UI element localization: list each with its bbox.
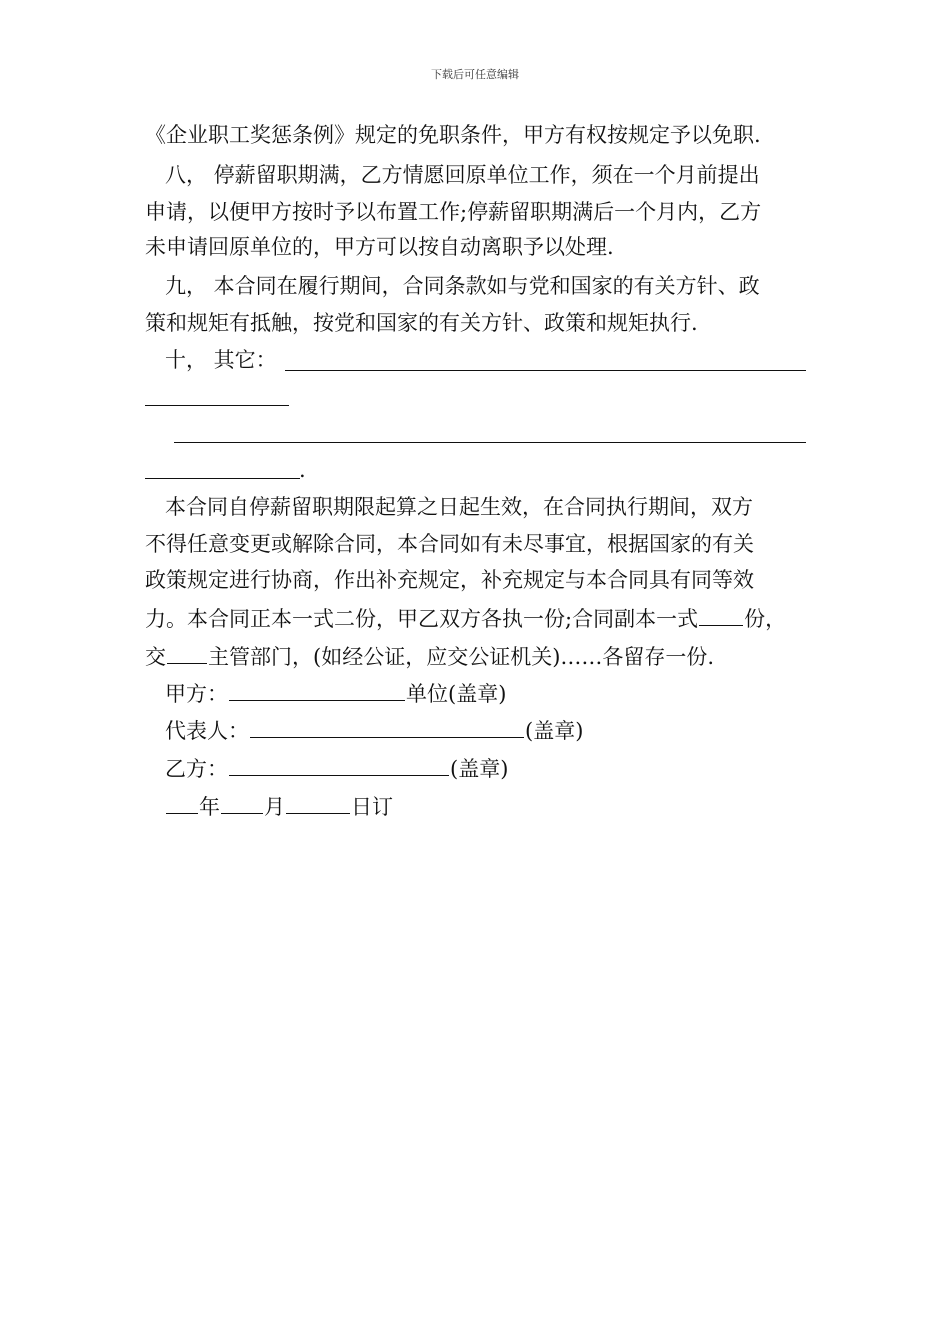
submit-label: 交 xyxy=(145,645,166,669)
other-terms-blank-3 xyxy=(174,442,806,443)
representative-suffix: (盖章) xyxy=(525,719,584,743)
copies-count-blank xyxy=(699,605,743,626)
effective-clause-line-3: 政策规定进行协商，作出补充规定，补充规定与本合同具有同等效 xyxy=(145,568,754,592)
page-header: 下载后可任意编辑 xyxy=(431,68,519,81)
day-label: 日订 xyxy=(351,795,393,819)
month-blank xyxy=(221,793,263,814)
other-terms-blank-4 xyxy=(145,478,300,479)
representative-blank xyxy=(250,717,524,738)
copies-unit: 份， xyxy=(744,607,787,631)
party-b-label: 乙方： xyxy=(165,757,228,781)
month-label: 月 xyxy=(264,795,285,819)
department-blank xyxy=(167,643,207,664)
effective-clause-line-2: 不得任意变更或解除合同，本合同如有未尽事宜，根据国家的有关 xyxy=(145,532,754,556)
clause-8-line-1: 八， 停薪留职期满，乙方情愿回原单位工作，须在一个月前提出 xyxy=(165,163,760,187)
other-terms-blank-1 xyxy=(285,370,806,371)
date-line xyxy=(165,793,393,819)
party-a-line xyxy=(165,680,506,706)
party-b-line xyxy=(165,755,508,781)
clause-9-line-2: 策和规矩有抵触，按党和国家的有关方针、政策和规矩执行. xyxy=(145,311,698,335)
party-b-suffix: (盖章) xyxy=(450,757,509,781)
clause-7-continuation: 《企业职工奖惩条例》规定的免职条件，甲方有权按规定予以免职. xyxy=(145,123,761,147)
representative-label: 代表人： xyxy=(165,719,249,743)
effective-clause-line-5 xyxy=(145,643,714,669)
submit-text: 主管部门，(如经公证，应交公证机关)……各留存一份. xyxy=(208,645,715,669)
clause-8-line-3: 未申请回原单位的，甲方可以按自动离职予以处理. xyxy=(145,235,614,259)
effective-clause-line-4 xyxy=(145,605,786,631)
clause-8-line-2: 申请，以便甲方按时予以布置工作;停薪留职期满后一个月内，乙方 xyxy=(145,200,762,224)
copies-text: 力。本合同正本一式二份，甲乙双方各执一份;合同副本一式 xyxy=(145,607,699,631)
day-blank xyxy=(286,793,350,814)
party-a-label: 甲方： xyxy=(165,682,228,706)
representative-line xyxy=(165,717,583,743)
party-a-suffix: 单位(盖章) xyxy=(406,682,507,706)
party-b-blank xyxy=(229,755,449,776)
year-label: 年 xyxy=(199,795,220,819)
year-blank xyxy=(166,793,198,814)
other-terms-period: . xyxy=(299,458,306,482)
other-terms-blank-2 xyxy=(145,405,289,406)
effective-clause-line-1: 本合同自停薪留职期限起算之日起生效，在合同执行期间，双方 xyxy=(165,495,753,519)
clause-10-label: 十， 其它： xyxy=(165,348,277,372)
party-a-blank xyxy=(229,680,405,701)
clause-9-line-1: 九， 本合同在履行期间，合同条款如与党和国家的有关方针、政 xyxy=(165,274,760,298)
